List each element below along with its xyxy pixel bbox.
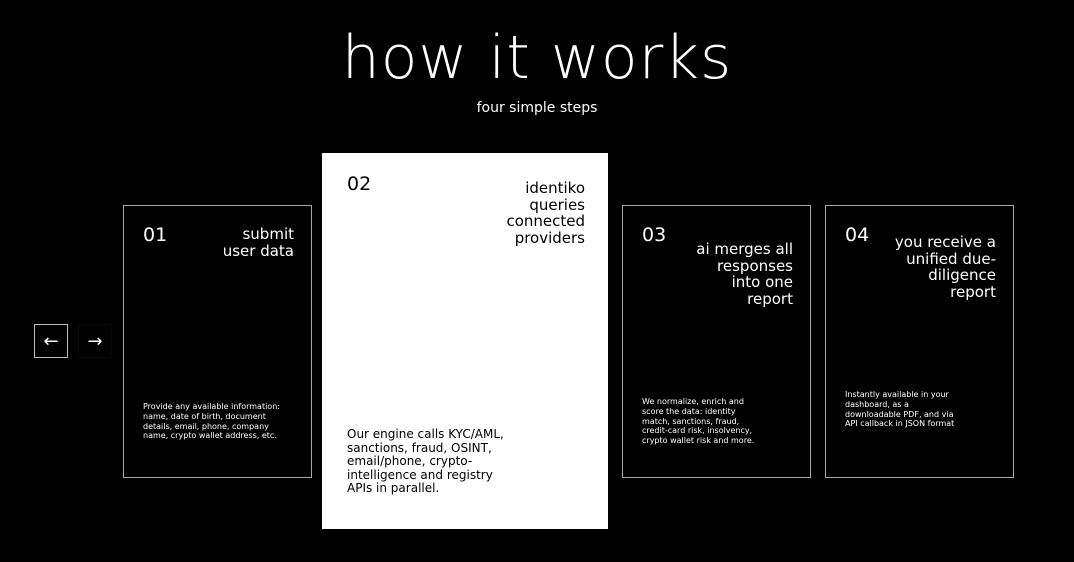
step-heading [506,180,585,246]
step-description: Provide any available information: name, date of birth, document details, email, phone, company name, crypto wallet address, etc. [143,402,280,441]
step-heading-line: responses [717,256,793,275]
step-heading-line: identiko [525,179,585,197]
step-heading [696,241,793,307]
section-subtitle: four simple steps [476,100,598,116]
step-heading-line: diligence [928,266,996,284]
step-heading-line: user data [222,241,294,260]
step-heading-line: queries [529,195,585,214]
section-title: how it works [341,23,733,93]
step-description: Our engine calls KYC/AML, sanctions, fraud, OSINT, email/phone, crypto-intelligence and registry APIs in parallel. [347,427,504,495]
step-number: 01 [143,224,168,246]
step-card-04[interactable] [825,205,1014,478]
arrow-right-icon: → [87,330,103,352]
arrow-left-icon: ← [43,330,59,352]
step-number: 03 [642,224,667,246]
step-heading-line: unified due- [906,249,996,268]
step-heading [223,226,294,259]
step-heading-line: into one [731,273,793,291]
step-number: 04 [845,224,870,246]
step-card-03[interactable] [622,205,811,478]
step-heading-line: connected [506,212,585,230]
step-description: We normalize, enrich and score the data: identity match, sanctions, fraud, credit-card risk, insolvency, crypto wallet risk and more. [642,397,755,446]
step-heading [895,234,996,300]
next-arrow-button[interactable] [78,324,112,358]
step-heading-line: providers [514,228,585,247]
prev-arrow-button[interactable] [34,324,68,358]
step-heading-line: submit [242,225,294,243]
step-number: 02 [347,173,372,195]
step-heading-line: report [747,289,793,308]
step-heading-line: you receive a [894,233,996,251]
step-heading-line: ai merges all [696,240,793,258]
step-heading-line: report [950,282,996,301]
step-card-01[interactable] [123,205,312,478]
step-description: Instantly available in your dashboard, as a downloadable PDF, and via API callback in JSON format [845,390,955,429]
step-card-02[interactable] [322,153,608,529]
